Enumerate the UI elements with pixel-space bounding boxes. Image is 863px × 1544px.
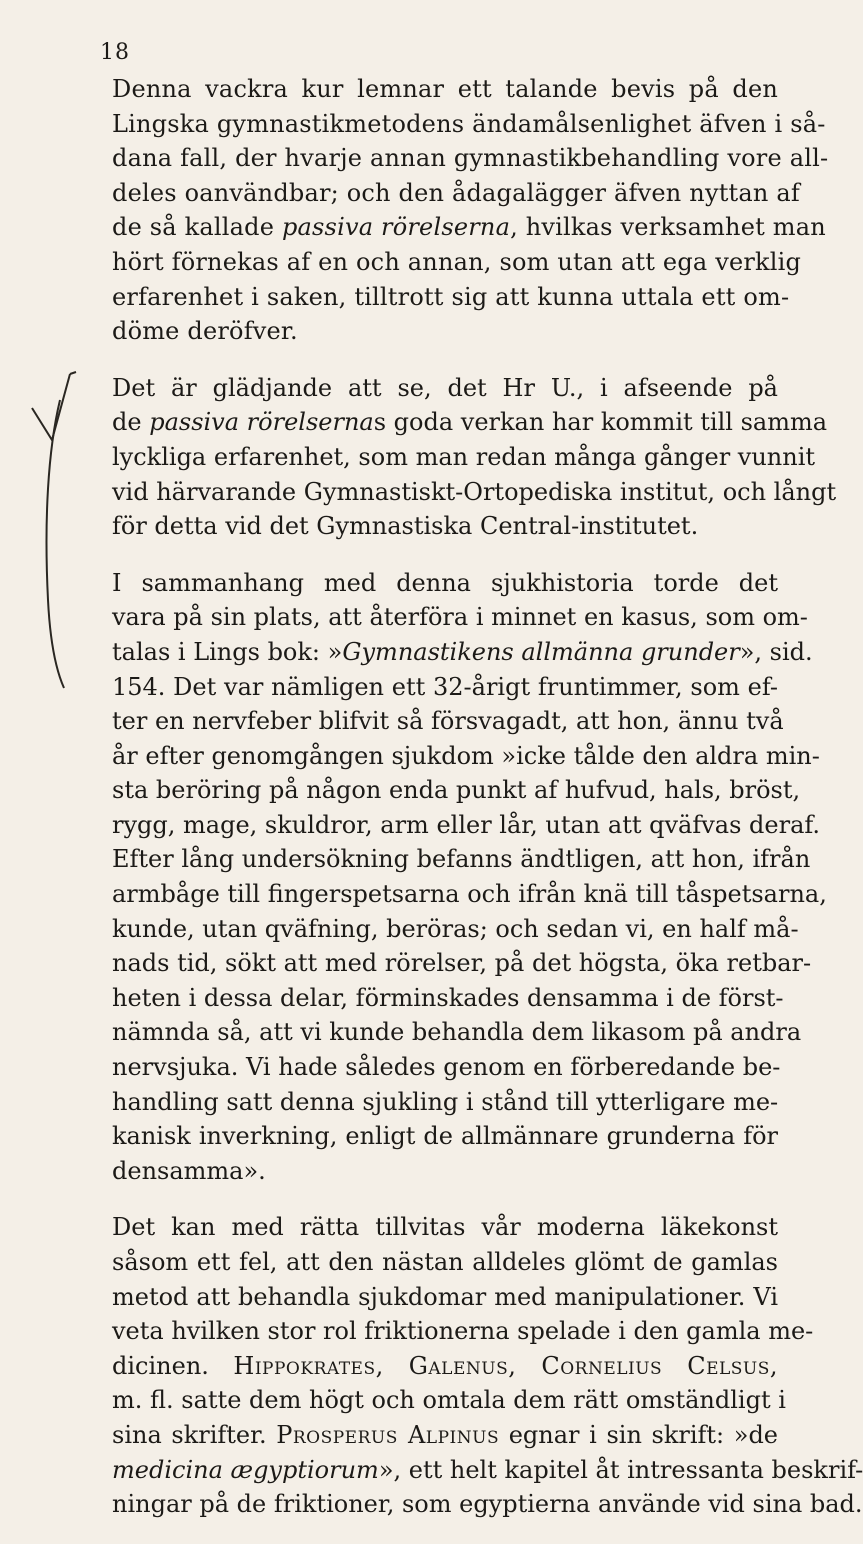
text-line: nämnda så, att vi kunde behandla dem likasom på andra xyxy=(112,1018,802,1047)
text-line: nervsjuka. Vi hade således genom en förberedande be- xyxy=(112,1053,781,1082)
text-line: ningar på de friktioner, som egyptierna använde vid sina bad. xyxy=(112,1490,863,1519)
text-line: Det kan med rätta tillvitas vår moderna läkekonst xyxy=(112,1213,778,1242)
text-line: lyckliga erfarenhet, som man redan många gånger vunnit xyxy=(112,442,816,471)
text-line: kunde, utan qväfning, beröras; och sedan vi, en half må- xyxy=(112,914,799,943)
text-line: vara på sin plats, att återföra i minnet en kasus, som om- xyxy=(112,603,808,632)
text-line: erfarenhet i saken, tilltrott sig att kunna uttala ett om- xyxy=(112,282,790,311)
text-line: år efter genomgången sjukdom »icke tålde den aldra min- xyxy=(112,741,820,770)
text-line: de passiva rörelsernas goda verkan har kommit till samma xyxy=(112,408,828,437)
paragraph xyxy=(78,566,827,1189)
paragraph xyxy=(78,72,829,349)
text-line: Efter lång undersökning befanns ändtligen, att hon, ifrån xyxy=(112,845,811,874)
text-line: 154. Det var nämligen ett 32-årigt fruntimmer, som ef- xyxy=(112,672,778,701)
text-line: metod att behandla sjukdomar med manipulationer. Vi xyxy=(112,1282,778,1311)
paragraph xyxy=(78,1210,863,1521)
text-line: de så kallade passiva rörelserna, hvilkas verksamhet man xyxy=(112,213,826,242)
text-line: rygg, mage, skuldror, arm eller lår, utan att qväfvas deraf. xyxy=(112,810,821,839)
text-line: densamma». xyxy=(112,1156,266,1185)
text-line: Det är glädjande att se, det Hr U., i afseende på xyxy=(112,373,778,402)
text-line: för detta vid det Gymnastiska Central-institutet. xyxy=(112,512,699,541)
text-line: hört förnekas af en och annan, som utan att ega verklig xyxy=(112,247,802,276)
text-line: nads tid, sökt att med rörelser, på det högsta, öka retbar- xyxy=(112,949,812,978)
text-line: såsom ett fel, att den nästan alldeles glömt de gamlas xyxy=(112,1248,778,1276)
text-line: medicina ægyptiorum», ett helt kapitel åt intressanta beskrif- xyxy=(112,1455,863,1484)
text-line: deles oanvändbar; och den ådagalägger äfven nyttan af xyxy=(112,178,800,207)
text-line: döme deröfver. xyxy=(112,317,298,346)
text-line: dana fall, der hvarje annan gymnastikbehandling vore all- xyxy=(112,144,829,173)
text-line: heten i dessa delar, förminskades densamma i de först- xyxy=(112,983,784,1012)
text-line: m. fl. satte dem högt och omtala dem rätt omständligt i xyxy=(112,1386,786,1415)
text-line: Lingska gymnastikmetodens ändamålsenlighet äfven i så- xyxy=(112,109,826,138)
page-number: 18 xyxy=(100,40,130,65)
text-line: armbåge till fingerspetsarna och ifrån knä till tåspetsarna, xyxy=(112,880,827,909)
text-line: Denna vackra kur lemnar ett talande bevis på den xyxy=(112,75,778,103)
text-line: I sammanhang med denna sjukhistoria torde det xyxy=(112,568,778,597)
text-line: sta beröring på någon enda punkt af hufvud, hals, bröst, xyxy=(112,776,801,805)
margin-annotation-mark xyxy=(30,370,82,690)
text-column xyxy=(78,72,863,1544)
paragraph xyxy=(78,371,837,544)
text-line: sina skrifter. Prosperus Alpinus egnar i sin skrift: »de xyxy=(112,1420,779,1449)
text-line: kanisk inverkning, enligt de allmännare grunderna för xyxy=(112,1122,778,1151)
text-line: veta hvilken stor rol friktionerna spelade i den gamla me- xyxy=(112,1317,814,1346)
text-line: handling satt denna sjukling i stånd till ytterligare me- xyxy=(112,1087,779,1116)
text-line: talas i Lings bok: »Gymnastikens allmänna grunder», sid. xyxy=(112,637,813,666)
text-line: dicinen. Hippokrates, Galenus, Cornelius Celsus, xyxy=(112,1351,779,1380)
text-line: vid härvarande Gymnastiskt-Ortopediska institut, och långt xyxy=(112,477,837,506)
text-line: ter en nervfeber blifvit så försvagadt, att hon, ännu två xyxy=(112,707,784,736)
